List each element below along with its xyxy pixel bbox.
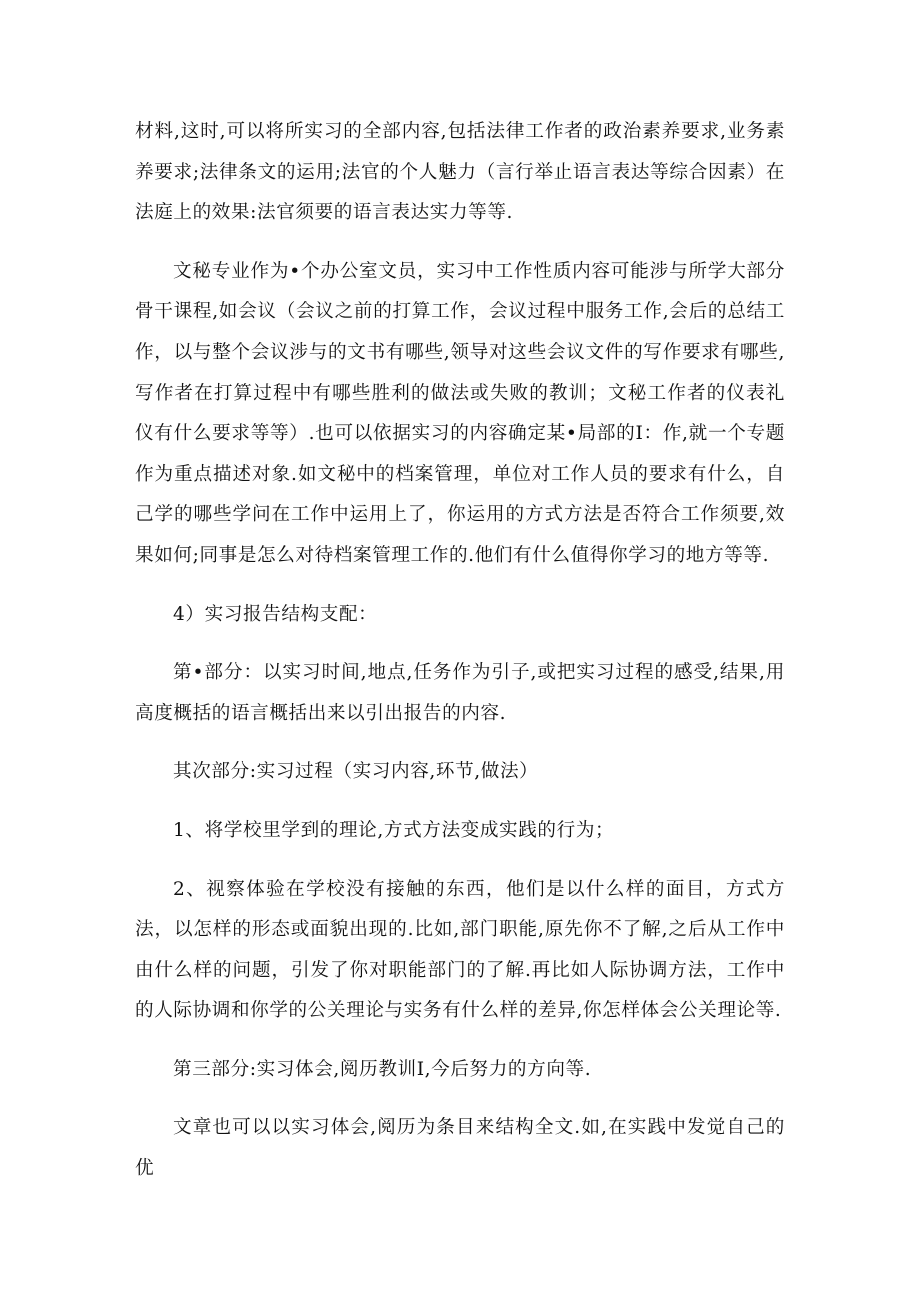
- section-heading: 4）实习报告结构支配：: [173, 603, 378, 625]
- paragraph: 文秘专业作为•个办公室文员，实习中工作性质内容可能涉与所学大部分骨干课程,如会议（会议之前的打算工作，会议过程中服务工作,会后的总结工作，以与整个会议涉与的文书有哪些,领导对这些会议文件的写作要求有哪些,写作者在打算过程中有哪些胜利的做法或失败的教训；文秘工作者的仪表礼仪有什么要求等等）.也可以依据实习的内容确定某•局部的I：作,就一个专题作为重点描述对象.如文秘中的档案管理，单位对工作人员的要求有什么，自己学的哪些学问在工作中运用上了，你运用的方式方法是否符合工作须要,效果如何;同事是怎么对待档案管理工作的.他们有什么值得你学习的地方等等.: [135, 260, 785, 566]
- paragraph: 第三部分:实习体会,阅历教训I,今后努力的方向等.: [173, 1058, 592, 1080]
- paragraph: 第•部分：以实习时间,地点,任务作为引子,或把实习过程的感受,结果,用高度概括的语言概括出来以引出报告的内容.: [135, 662, 785, 724]
- list-item: 2、视察体验在学校没有接触的东西，他们是以什么样的面目，方式方法，以怎样的形态或面貌出现的.比如,部门职能,原先你不了解,之后从工作中由什么样的问题，引发了你对职能部门的了解.再比如人际协调方法，工作中的人际协调和你学的公关理论与实务有什么样的差异,你怎样体会公关理论等.: [135, 878, 785, 1022]
- list-item: 1、将学校里学到的理论,方式方法变成实践的行为；: [173, 819, 615, 841]
- paragraph: 材料,这时,可以将所实习的全部内容,包括法律工作者的政治素养要求,业务素养要求;法律条文的运用;法官的个人魅力（言行举止语言表达等综合因素）在法庭上的效果:法官须要的语言表达实力等等.: [135, 121, 785, 224]
- document-body: [135, 112, 785, 1208]
- paragraph: 其次部分:实习过程（实习内容,环节,做法）: [173, 761, 539, 783]
- paragraph: 文章也可以以实习体会,阅历为条目来结构全文.如,在实践中发觉自己的优: [135, 1117, 785, 1180]
